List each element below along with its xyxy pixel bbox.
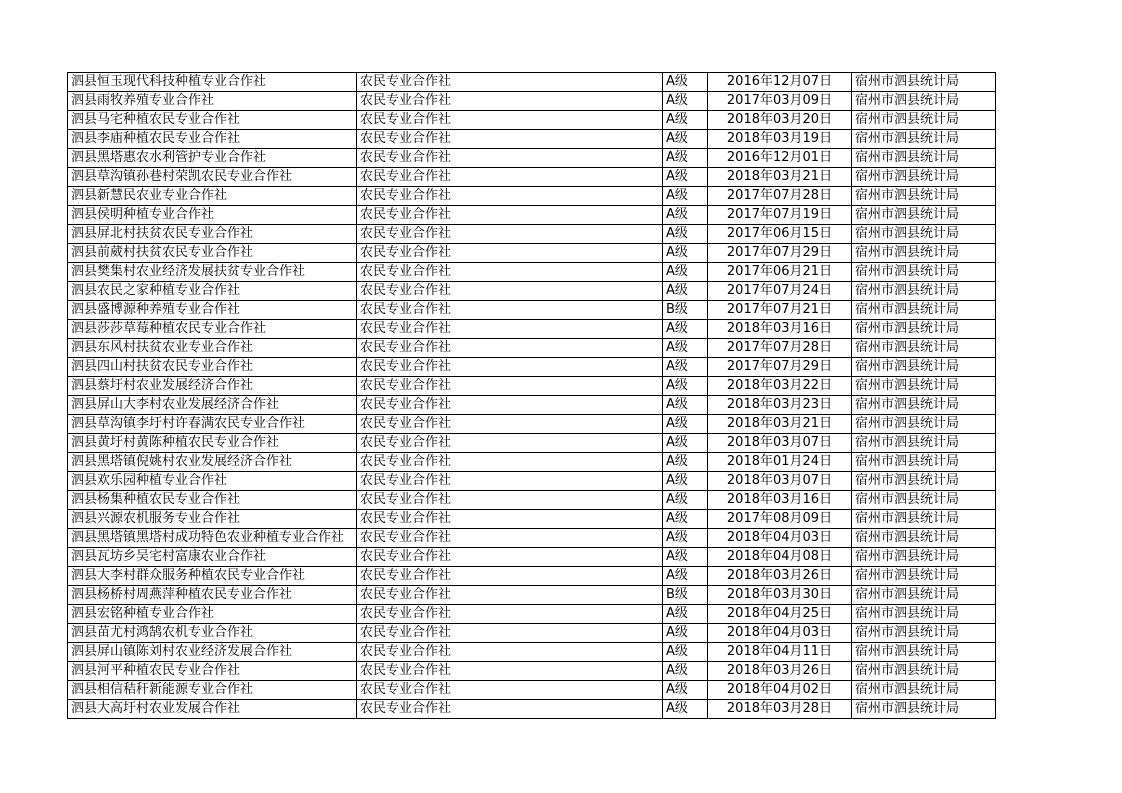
credit-grade-cell: A级 — [663, 111, 708, 130]
table-row — [68, 567, 996, 586]
table-row — [68, 700, 996, 719]
credit-grade-cell: A级 — [663, 643, 708, 662]
rating-date-cell: 2017年07月28日 — [708, 339, 852, 358]
rating-date-cell: 2018年04月25日 — [708, 605, 852, 624]
rating-authority-cell: 宿州市泗县统计局 — [852, 567, 996, 586]
table-row — [68, 415, 996, 434]
rating-authority-cell: 宿州市泗县统计局 — [852, 225, 996, 244]
rating-authority-cell: 宿州市泗县统计局 — [852, 358, 996, 377]
entity-type-cell: 农民专业合作社 — [357, 206, 663, 225]
credit-grade-cell: A级 — [663, 681, 708, 700]
cooperative-name-cell: 泗县大李村群众服务种植农民专业合作社 — [68, 567, 357, 586]
rating-date-cell: 2018年01月24日 — [708, 453, 852, 472]
table-row — [68, 301, 996, 320]
rating-date-cell: 2016年12月07日 — [708, 73, 852, 92]
cooperative-name-cell: 泗县兴源农机服务专业合作社 — [68, 510, 357, 529]
rating-date-cell: 2017年07月29日 — [708, 358, 852, 377]
rating-authority-cell: 宿州市泗县统计局 — [852, 586, 996, 605]
entity-type-cell: 农民专业合作社 — [357, 434, 663, 453]
rating-date-cell: 2018年03月21日 — [708, 415, 852, 434]
credit-grade-cell: B级 — [663, 301, 708, 320]
cooperative-name-cell: 泗县屏山大李村农业发展经济合作社 — [68, 396, 357, 415]
cooperative-name-cell: 泗县河平种植农民专业合作社 — [68, 662, 357, 681]
rating-authority-cell: 宿州市泗县统计局 — [852, 605, 996, 624]
cooperative-name-cell: 泗县恒玉现代科技种植专业合作社 — [68, 73, 357, 92]
rating-date-cell: 2018年03月21日 — [708, 168, 852, 187]
cooperative-name-cell: 泗县草沟镇李圩村许春满农民专业合作社 — [68, 415, 357, 434]
entity-type-cell: 农民专业合作社 — [357, 73, 663, 92]
table-row — [68, 548, 996, 567]
table-row — [68, 358, 996, 377]
entity-type-cell: 农民专业合作社 — [357, 700, 663, 719]
cooperative-name-cell: 泗县屏北村扶贫农民专业合作社 — [68, 225, 357, 244]
rating-date-cell: 2018年03月07日 — [708, 472, 852, 491]
rating-date-cell: 2018年03月23日 — [708, 396, 852, 415]
rating-date-cell: 2018年04月03日 — [708, 624, 852, 643]
table-row — [68, 111, 996, 130]
rating-authority-cell: 宿州市泗县统计局 — [852, 377, 996, 396]
rating-date-cell: 2017年06月21日 — [708, 263, 852, 282]
credit-grade-cell: A级 — [663, 700, 708, 719]
credit-grade-cell: A级 — [663, 73, 708, 92]
table-row — [68, 472, 996, 491]
rating-authority-cell: 宿州市泗县统计局 — [852, 415, 996, 434]
credit-grade-cell: A级 — [663, 605, 708, 624]
cooperative-name-cell: 泗县黄圩村黄陈种植农民专业合作社 — [68, 434, 357, 453]
rating-authority-cell: 宿州市泗县统计局 — [852, 263, 996, 282]
credit-grade-cell: A级 — [663, 225, 708, 244]
rating-date-cell: 2018年03月16日 — [708, 320, 852, 339]
cooperative-name-cell: 泗县大高圩村农业发展合作社 — [68, 700, 357, 719]
entity-type-cell: 农民专业合作社 — [357, 662, 663, 681]
entity-type-cell: 农民专业合作社 — [357, 510, 663, 529]
rating-date-cell: 2017年07月29日 — [708, 244, 852, 263]
table-row — [68, 187, 996, 206]
entity-type-cell: 农民专业合作社 — [357, 320, 663, 339]
entity-type-cell: 农民专业合作社 — [357, 187, 663, 206]
cooperative-name-cell: 泗县黑塔惠农水利管护专业合作社 — [68, 149, 357, 168]
rating-date-cell: 2017年07月24日 — [708, 282, 852, 301]
table-row — [68, 491, 996, 510]
cooperative-name-cell: 泗县草沟镇孙巷村荣凯农民专业合作社 — [68, 168, 357, 187]
table-row — [68, 510, 996, 529]
rating-authority-cell: 宿州市泗县统计局 — [852, 320, 996, 339]
entity-type-cell: 农民专业合作社 — [357, 301, 663, 320]
credit-grade-cell: A级 — [663, 339, 708, 358]
rating-authority-cell: 宿州市泗县统计局 — [852, 111, 996, 130]
cooperative-name-cell: 泗县宏铭种植专业合作社 — [68, 605, 357, 624]
table-row — [68, 225, 996, 244]
credit-grade-cell: A级 — [663, 529, 708, 548]
rating-authority-cell: 宿州市泗县统计局 — [852, 282, 996, 301]
entity-type-cell: 农民专业合作社 — [357, 681, 663, 700]
table-row — [68, 92, 996, 111]
credit-grade-cell: A级 — [663, 187, 708, 206]
rating-authority-cell: 宿州市泗县统计局 — [852, 643, 996, 662]
rating-authority-cell: 宿州市泗县统计局 — [852, 187, 996, 206]
entity-type-cell: 农民专业合作社 — [357, 586, 663, 605]
entity-type-cell: 农民专业合作社 — [357, 263, 663, 282]
table-row — [68, 681, 996, 700]
rating-authority-cell: 宿州市泗县统计局 — [852, 206, 996, 225]
credit-grade-cell: A级 — [663, 548, 708, 567]
rating-authority-cell: 宿州市泗县统计局 — [852, 548, 996, 567]
entity-type-cell: 农民专业合作社 — [357, 548, 663, 567]
credit-grade-cell: A级 — [663, 662, 708, 681]
entity-type-cell: 农民专业合作社 — [357, 225, 663, 244]
rating-date-cell: 2017年08月09日 — [708, 510, 852, 529]
cooperative-name-cell: 泗县瓦坊乡吴宅村富康农业合作社 — [68, 548, 357, 567]
entity-type-cell: 农民专业合作社 — [357, 491, 663, 510]
entity-type-cell: 农民专业合作社 — [357, 92, 663, 111]
rating-authority-cell: 宿州市泗县统计局 — [852, 73, 996, 92]
rating-date-cell: 2017年06月15日 — [708, 225, 852, 244]
table-row — [68, 434, 996, 453]
cooperative-name-cell: 泗县杨集种植农民专业合作社 — [68, 491, 357, 510]
credit-grade-cell: A级 — [663, 282, 708, 301]
credit-grade-cell: A级 — [663, 149, 708, 168]
rating-date-cell: 2018年04月03日 — [708, 529, 852, 548]
credit-grade-cell: A级 — [663, 567, 708, 586]
rating-date-cell: 2017年07月28日 — [708, 187, 852, 206]
rating-authority-cell: 宿州市泗县统计局 — [852, 92, 996, 111]
table-row — [68, 168, 996, 187]
rating-authority-cell: 宿州市泗县统计局 — [852, 339, 996, 358]
cooperative-name-cell: 泗县李庙种植农民专业合作社 — [68, 130, 357, 149]
table-row — [68, 149, 996, 168]
cooperative-name-cell: 泗县杨桥村周燕萍种植农民专业合作社 — [68, 586, 357, 605]
table-row — [68, 453, 996, 472]
entity-type-cell: 农民专业合作社 — [357, 377, 663, 396]
entity-type-cell: 农民专业合作社 — [357, 643, 663, 662]
cooperative-name-cell: 泗县新慧民农业专业合作社 — [68, 187, 357, 206]
table-body — [68, 73, 996, 719]
credit-grade-cell: B级 — [663, 586, 708, 605]
cooperative-name-cell: 泗县东风村扶贫农业专业合作社 — [68, 339, 357, 358]
table-row — [68, 396, 996, 415]
rating-authority-cell: 宿州市泗县统计局 — [852, 396, 996, 415]
cooperative-name-cell: 泗县莎莎草莓种植农民专业合作社 — [68, 320, 357, 339]
rating-date-cell: 2018年03月28日 — [708, 700, 852, 719]
rating-date-cell: 2018年03月20日 — [708, 111, 852, 130]
credit-grade-cell: A级 — [663, 358, 708, 377]
cooperative-name-cell: 泗县屏山镇陈刘村农业经济发展合作社 — [68, 643, 357, 662]
credit-grade-cell: A级 — [663, 377, 708, 396]
credit-grade-cell: A级 — [663, 415, 708, 434]
entity-type-cell: 农民专业合作社 — [357, 624, 663, 643]
rating-date-cell: 2017年03月09日 — [708, 92, 852, 111]
rating-authority-cell: 宿州市泗县统计局 — [852, 662, 996, 681]
credit-grade-cell: A级 — [663, 130, 708, 149]
credit-grade-cell: A级 — [663, 453, 708, 472]
rating-authority-cell: 宿州市泗县统计局 — [852, 301, 996, 320]
rating-authority-cell: 宿州市泗县统计局 — [852, 472, 996, 491]
rating-authority-cell: 宿州市泗县统计局 — [852, 491, 996, 510]
entity-type-cell: 农民专业合作社 — [357, 415, 663, 434]
rating-date-cell: 2018年03月26日 — [708, 662, 852, 681]
rating-authority-cell: 宿州市泗县统计局 — [852, 681, 996, 700]
rating-authority-cell: 宿州市泗县统计局 — [852, 130, 996, 149]
entity-type-cell: 农民专业合作社 — [357, 472, 663, 491]
rating-authority-cell: 宿州市泗县统计局 — [852, 529, 996, 548]
cooperative-name-cell: 泗县苗尤村鸿鹄农机专业合作社 — [68, 624, 357, 643]
cooperative-name-cell: 泗县四山村扶贫农民专业合作社 — [68, 358, 357, 377]
cooperative-name-cell: 泗县农民之家种植专业合作社 — [68, 282, 357, 301]
rating-authority-cell: 宿州市泗县统计局 — [852, 149, 996, 168]
rating-date-cell: 2017年07月19日 — [708, 206, 852, 225]
rating-authority-cell: 宿州市泗县统计局 — [852, 453, 996, 472]
rating-date-cell: 2017年07月21日 — [708, 301, 852, 320]
credit-grade-cell: A级 — [663, 491, 708, 510]
table-row — [68, 282, 996, 301]
entity-type-cell: 农民专业合作社 — [357, 149, 663, 168]
table-row — [68, 130, 996, 149]
entity-type-cell: 农民专业合作社 — [357, 168, 663, 187]
credit-grade-cell: A级 — [663, 472, 708, 491]
cooperative-name-cell: 泗县雨牧养殖专业合作社 — [68, 92, 357, 111]
rating-authority-cell: 宿州市泗县统计局 — [852, 244, 996, 263]
credit-grade-cell: A级 — [663, 320, 708, 339]
table-row — [68, 206, 996, 225]
entity-type-cell: 农民专业合作社 — [357, 567, 663, 586]
credit-grade-cell: A级 — [663, 206, 708, 225]
table-row — [68, 662, 996, 681]
rating-date-cell: 2018年03月22日 — [708, 377, 852, 396]
entity-type-cell: 农民专业合作社 — [357, 453, 663, 472]
credit-grade-cell: A级 — [663, 92, 708, 111]
credit-grade-cell: A级 — [663, 244, 708, 263]
credit-grade-cell: A级 — [663, 168, 708, 187]
table-row — [68, 529, 996, 548]
table-row — [68, 320, 996, 339]
entity-type-cell: 农民专业合作社 — [357, 396, 663, 415]
cooperative-name-cell: 泗县樊集村农业经济发展扶贫专业合作社 — [68, 263, 357, 282]
rating-date-cell: 2018年04月11日 — [708, 643, 852, 662]
cooperative-name-cell: 泗县黑塔镇黑塔村成功特色农业种植专业合作社 — [68, 529, 357, 548]
credit-grade-cell: A级 — [663, 263, 708, 282]
rating-authority-cell: 宿州市泗县统计局 — [852, 510, 996, 529]
cooperative-name-cell: 泗县侯明种植专业合作社 — [68, 206, 357, 225]
rating-date-cell: 2018年03月19日 — [708, 130, 852, 149]
rating-date-cell: 2018年03月30日 — [708, 586, 852, 605]
rating-authority-cell: 宿州市泗县统计局 — [852, 624, 996, 643]
entity-type-cell: 农民专业合作社 — [357, 529, 663, 548]
table-row — [68, 339, 996, 358]
cooperative-name-cell: 泗县欢乐园种植专业合作社 — [68, 472, 357, 491]
credit-grade-cell: A级 — [663, 624, 708, 643]
credit-grade-cell: A级 — [663, 396, 708, 415]
entity-type-cell: 农民专业合作社 — [357, 130, 663, 149]
entity-type-cell: 农民专业合作社 — [357, 282, 663, 301]
table-row — [68, 624, 996, 643]
cooperative-name-cell: 泗县前葳村扶贫农民专业合作社 — [68, 244, 357, 263]
table-row — [68, 586, 996, 605]
rating-date-cell: 2018年03月26日 — [708, 567, 852, 586]
cooperative-name-cell: 泗县盛博源种养殖专业合作社 — [68, 301, 357, 320]
table-row — [68, 263, 996, 282]
entity-type-cell: 农民专业合作社 — [357, 339, 663, 358]
rating-date-cell: 2018年04月08日 — [708, 548, 852, 567]
entity-type-cell: 农民专业合作社 — [357, 358, 663, 377]
rating-date-cell: 2016年12月01日 — [708, 149, 852, 168]
table-row — [68, 73, 996, 92]
cooperative-name-cell: 泗县相信秸秆新能源专业合作社 — [68, 681, 357, 700]
cooperative-name-cell: 泗县黑塔镇倪姚村农业发展经济合作社 — [68, 453, 357, 472]
cooperative-name-cell: 泗县马宅种植农民专业合作社 — [68, 111, 357, 130]
cooperative-table — [67, 72, 996, 719]
rating-authority-cell: 宿州市泗县统计局 — [852, 168, 996, 187]
credit-grade-cell: A级 — [663, 510, 708, 529]
rating-date-cell: 2018年03月07日 — [708, 434, 852, 453]
table-row — [68, 377, 996, 396]
entity-type-cell: 农民专业合作社 — [357, 111, 663, 130]
cooperative-name-cell: 泗县蔡圩村农业发展经济合作社 — [68, 377, 357, 396]
table-row — [68, 244, 996, 263]
table-row — [68, 643, 996, 662]
entity-type-cell: 农民专业合作社 — [357, 605, 663, 624]
entity-type-cell: 农民专业合作社 — [357, 244, 663, 263]
rating-authority-cell: 宿州市泗县统计局 — [852, 434, 996, 453]
credit-grade-cell: A级 — [663, 434, 708, 453]
rating-date-cell: 2018年04月02日 — [708, 681, 852, 700]
rating-authority-cell: 宿州市泗县统计局 — [852, 700, 996, 719]
table-row — [68, 605, 996, 624]
rating-date-cell: 2018年03月16日 — [708, 491, 852, 510]
